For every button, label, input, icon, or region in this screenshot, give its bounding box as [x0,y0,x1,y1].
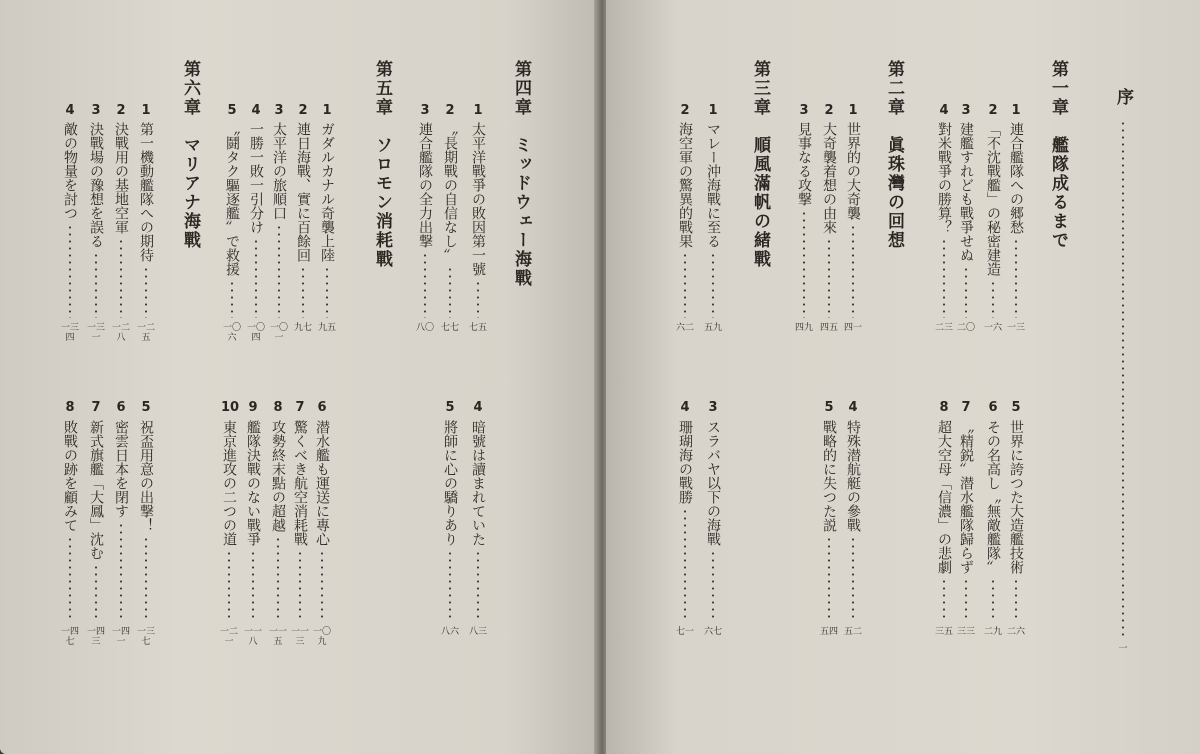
entry-title: その名高し〝無敵艦隊〟 [985,420,1001,574]
entry-title: 珊瑚海の戰勝 [677,420,693,504]
entry-page-number: 三三 [956,627,975,637]
entry-number: 7 [295,400,305,415]
leader-dots [803,210,805,318]
entry-number: 4 [939,103,949,118]
entry-title: 敗戰の跡を顧みて [62,420,78,532]
entry-number: 10 [221,400,240,415]
leader-dots [120,238,122,318]
entry-page-number: 一一八 [243,627,262,647]
entry-title: 第一機動艦隊への期待 [138,122,154,262]
leader-dots [277,536,279,622]
entry-number: 2 [445,103,455,118]
entry-page-number: 一一五 [268,627,287,647]
entry-number: 4 [848,400,858,415]
entry-number: 8 [273,400,283,415]
entry-number: 4 [680,400,690,415]
entry-title: 太平洋の旅順口 [271,122,287,220]
chapter-heading: 第四章 ミッドウェー海戰 [511,60,531,288]
leader-dots [712,252,714,318]
leader-dots [145,536,147,622]
chapter-heading: 第一章 艦隊成るまで [1048,60,1068,250]
entry-page-number: 五四 [819,627,838,637]
entry-number: 7 [961,400,971,415]
entry-number: 3 [961,103,971,118]
entry-number: 3 [420,103,430,118]
leader-dots [684,508,686,622]
entry-number: 9 [248,400,258,415]
entry-page-number: 一四七 [60,627,79,647]
leader-dots [992,578,994,622]
entry-page-number: 八〇 [415,323,434,333]
entry-title: マレー沖海戰に至る [705,122,721,248]
entry-number: 6 [317,400,327,415]
entry-page-number: 九五 [317,323,336,333]
chapter-heading: 第三章 順風滿帆の緒戰 [750,60,770,269]
entry-title: 東京進攻の二つの道 [221,420,237,546]
leader-dots [1015,238,1017,318]
entry-number: 2 [824,103,834,118]
entry-title: 大奇襲着想の由來 [821,122,837,234]
entry-title: 連合艦隊の全力出撃 [417,122,433,248]
entry-page-number: 一六 [983,323,1002,333]
entry-title: 世界的の大奇襲 [845,122,861,220]
entry-title: 特殊潜航艇の參戰 [845,420,861,532]
entry-number: 3 [274,103,284,118]
entry-page-number: 一三一 [86,323,105,343]
leader-dots [449,266,451,318]
entry-number: 1 [141,103,151,118]
entry-title: 見事なる攻撃 [796,122,812,206]
leader-dots [69,536,71,622]
leader-dots [1122,120,1124,640]
entry-number: 1 [848,103,858,118]
leader-dots [943,578,945,622]
entry-page-number: 一三四 [60,323,79,343]
entry-page-number: 五二 [843,627,862,637]
leader-dots [95,252,97,318]
leader-dots [228,550,230,622]
entry-page-number: 一四三 [86,627,105,647]
entry-number: 3 [799,103,809,118]
entry-page-number: 一四一 [111,627,130,647]
entry-title: 密雲日本を閉す [113,420,129,518]
entry-page-number: 二六 [1006,627,1025,637]
leader-dots [852,536,854,622]
leader-dots [965,266,967,318]
entry-page-number: 一〇一 [269,323,288,343]
entry-title: 攻勢終末點の超越 [270,420,286,532]
entry-title: 連日海戰、實に百餘回 [295,122,311,262]
leader-dots [326,266,328,318]
entry-page-number: 八六 [440,627,459,637]
entry-page-number: 八三 [468,627,487,637]
entry-number: 5 [227,103,237,118]
entry-title: 太平洋戰爭の敗因第一號 [470,122,486,276]
entry-page-number: 一二一 [219,627,238,647]
entry-number: 7 [91,400,101,415]
leader-dots [477,280,479,318]
preface-label: 序 [1113,88,1133,107]
leader-dots [477,550,479,622]
entry-page-number: 六二 [675,323,694,333]
entry-title: 對米戰爭の勝算？ [936,122,952,234]
entry-number: 8 [939,400,949,415]
leader-dots [321,550,323,622]
entry-title: スラバヤ以下の海戰 [705,420,721,546]
entry-page-number: 一〇六 [222,323,241,343]
entry-title: 戰略的に失つた説 [821,420,837,532]
entry-page-number: 二九 [983,627,1002,637]
entry-title: 決戰場の豫想を誤る [88,122,104,248]
entry-page-number: 一二八 [111,323,130,343]
entry-number: 8 [65,400,75,415]
entry-number: 4 [65,103,75,118]
entry-title: 驚くべき航空消耗戰 [292,420,308,546]
entry-title: 〝鬪タク驅逐艦〟で救援 [224,122,240,276]
leader-dots [684,252,686,318]
entry-page-number: 七五 [468,323,487,333]
entry-title: 海空軍の驚異的戰果 [677,122,693,248]
leader-dots [449,550,451,622]
leader-dots [943,238,945,318]
leader-dots [1015,578,1017,622]
entry-title: 敵の物量を討つ [62,122,78,220]
leader-dots [424,252,426,318]
leader-dots [828,238,830,318]
entry-title: 建艦すれども戰爭せぬ [958,122,974,262]
entry-number: 5 [1011,400,1021,415]
entry-title: 超大空母「信濃」の悲劇 [936,420,952,574]
entry-number: 1 [708,103,718,118]
entry-page-number: 一〇九 [312,627,331,647]
leader-dots [852,224,854,318]
entry-title: 「不沈戰艦」の秘密建造 [985,122,1001,276]
entry-number: 5 [141,400,151,415]
preface-page-number: 一 [1118,644,1128,654]
entry-number: 5 [824,400,834,415]
entry-number: 4 [251,103,261,118]
entry-number: 4 [473,400,483,415]
leader-dots [965,578,967,622]
entry-title: ガダルカナル奇襲上陸 [319,122,335,262]
leader-dots [69,224,71,318]
entry-number: 1 [473,103,483,118]
leader-dots [712,550,714,622]
entry-title: 暗號は讀まれていた [470,420,486,546]
leader-dots [252,550,254,622]
entry-title: 〝長期戰の自信なし〟 [442,122,458,262]
entry-title: 新式旗艦「大鳳」沈む [88,420,104,560]
entry-title: 決戰用の基地空軍 [113,122,129,234]
entry-number: 2 [298,103,308,118]
entry-title: 將師に心の驕りあり [442,420,458,546]
entry-number: 6 [988,400,998,415]
entry-page-number: 一三 [1006,323,1025,333]
entry-title: 祝盃用意の出撃！ [138,420,154,532]
entry-page-number: 一二五 [136,323,155,343]
entry-page-number: 一三七 [136,627,155,647]
entry-title: 艦隊決戰のない戰爭 [245,420,261,546]
entry-page-number: 二三 [934,323,953,333]
entry-page-number: 七七 [440,323,459,333]
entry-title: 一勝一敗一引分け [248,122,264,234]
leader-dots [299,550,301,622]
entry-page-number: 七一 [675,627,694,637]
entry-page-number: 四五 [819,323,838,333]
entry-number: 1 [1011,103,1021,118]
leader-dots [992,280,994,318]
entry-title: 連合艦隊への郷愁 [1008,122,1024,234]
leader-dots [231,280,233,318]
entry-number: 2 [680,103,690,118]
leader-dots [145,266,147,318]
leader-dots [278,224,280,318]
entry-number: 3 [708,400,718,415]
entry-page-number: 四一 [843,323,862,333]
entry-page-number: 九七 [293,323,312,333]
entry-number: 3 [91,103,101,118]
leader-dots [302,266,304,318]
leader-dots [120,522,122,622]
leader-dots [95,564,97,622]
entry-page-number: 四九 [794,323,813,333]
leader-dots [828,536,830,622]
entry-number: 2 [116,103,126,118]
entry-title: 〝精鋭〟潜水艦隊歸らず [958,420,974,574]
entry-number: 6 [116,400,126,415]
entry-page-number: 一〇四 [246,323,265,343]
chapter-heading: 第五章 ソロモン消耗戰 [372,60,392,269]
entry-page-number: 三五 [934,627,953,637]
entry-page-number: 六七 [703,627,722,637]
entry-page-number: 五九 [703,323,722,333]
entry-title: 世界に誇つた大造艦技術 [1008,420,1024,574]
entry-page-number: 一一三 [290,627,309,647]
leader-dots [255,238,257,318]
chapter-heading: 第二章 眞珠灣の回想 [884,60,904,250]
chapter-heading: 第六章 マリアナ海戰 [180,60,200,250]
entry-title: 潜水艦も運送に專心 [314,420,330,546]
entry-number: 2 [988,103,998,118]
entry-page-number: 二〇 [956,323,975,333]
entry-number: 5 [445,400,455,415]
entry-number: 1 [322,103,332,118]
